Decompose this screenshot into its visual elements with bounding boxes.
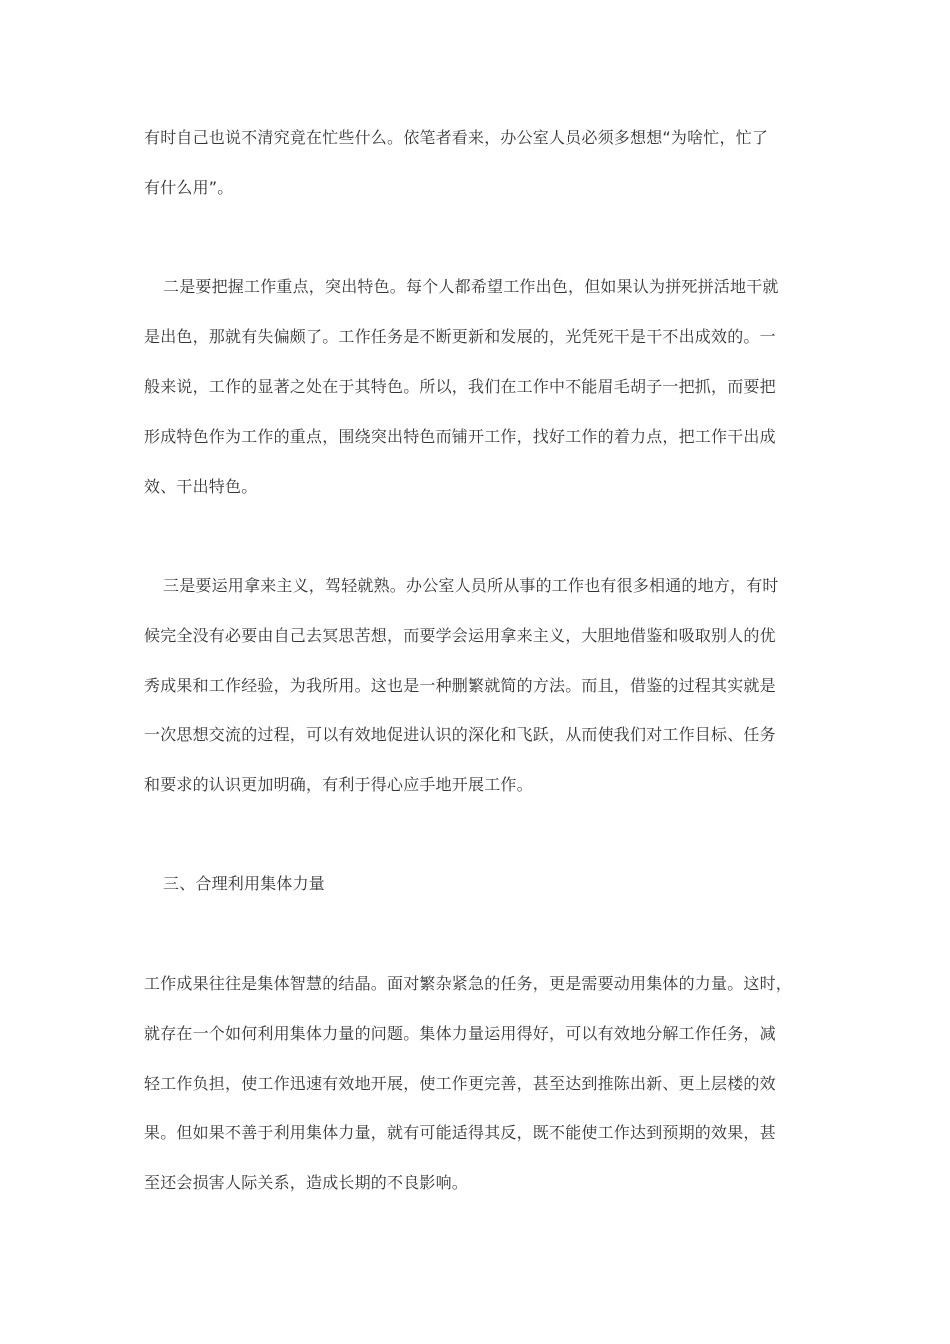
paragraph-4-line-4: 果。但如果不善于利用集体力量，就有可能适得其反，既不能使工作达到预期的效果，甚 [144,1123,776,1142]
paragraph-4-line-5: 至还会损害人际关系，造成长期的不良影响。 [144,1173,469,1192]
paragraph-3-line-3: 秀成果和工作经验，为我所用。这也是一种删繁就简的方法。而且，借鉴的过程其实就是 [144,676,776,695]
paragraph-4-line-1: 工作成果往往是集体智慧的结晶。面对繁杂紧急的任务，更是需要动用集体的力量。这时， [144,974,793,993]
section-heading: 三、合理利用集体力量 [163,874,326,893]
paragraph-3-line-5: 和要求的认识更加明确，有利于得心应手地开展工作。 [144,775,533,794]
paragraph-3-line-4: 一次思想交流的过程，可以有效地促进认识的深化和飞跃，从而使我们对工作目标、任务 [144,725,776,744]
paragraph-2-line-5: 效、干出特色。 [144,477,258,496]
paragraph-2-line-4: 形成特色作为工作的重点，围绕突出特色而铺开工作，找好工作的着力点，把工作干出成 [144,427,776,446]
paragraph-4-line-3: 轻工作负担，使工作迅速有效地开展，使工作更完善，甚至达到推陈出新、更上层楼的效 [144,1074,776,1093]
paragraph-4-line-2: 就存在一个如何利用集体力量的问题。集体力量运用得好，可以有效地分解工作任务，减 [144,1024,776,1043]
paragraph-2-line-3: 般来说，工作的显著之处在于其特色。所以，我们在工作中不能眉毛胡子一把抓，而要把 [144,377,776,396]
paragraph-2-line-2: 是出色，那就有失偏颇了。工作任务是不断更新和发展的，光凭死干是干不出成效的。一 [144,327,776,346]
paragraph-1-line-2: 有什么用”。 [144,178,234,197]
paragraph-3-line-2: 候完全没有必要由自己去冥思苦想，而要学会运用拿来主义，大胆地借鉴和吸取别人的优 [144,626,776,645]
paragraph-2-line-1: 二是要把握工作重点，突出特色。每个人都希望工作出色，但如果认为拼死拼活地干就 [163,277,779,296]
paragraph-3-line-1: 三是要运用拿来主义，驾轻就熟。办公室人员所从事的工作也有很多相通的地方，有时 [163,576,779,595]
paragraph-1-line-1: 有时自己也说不清究竟在忙些什么。依笔者看来，办公室人员必须多想想“为啥忙，忙了 [144,128,769,147]
